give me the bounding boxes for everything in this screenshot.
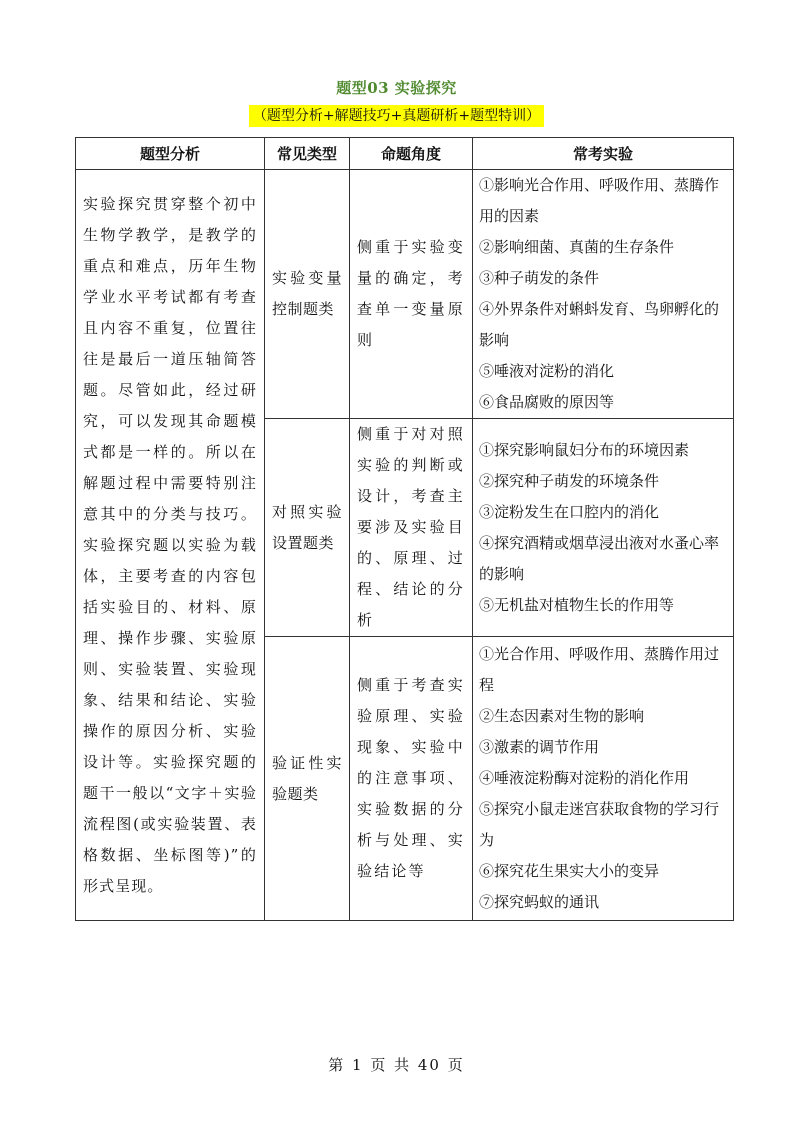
- experiment-list: [473, 435, 733, 621]
- angle-cell: [350, 419, 473, 637]
- header-analysis: 题型分析: [76, 138, 265, 170]
- experiments-cell: [473, 170, 734, 419]
- list-item: ②生态因素对生物的影响: [479, 707, 645, 725]
- list-item: ③淀粉发生在口腔内的消化: [479, 502, 660, 521]
- list-item: ②探究种子萌发的环境条件: [479, 471, 660, 490]
- list-item: ④外界条件对蝌蚪发育、鸟卵孵化的影响: [479, 300, 720, 349]
- list-item: ①影响光合作用、呼吸作用、蒸腾作用的因素: [479, 176, 720, 225]
- page-footer: 第 1 页 共 40 页: [328, 1056, 465, 1074]
- list-item: ①探究影响鼠妇分布的环境因素: [479, 440, 690, 459]
- type-label: 实验变量控制题类: [272, 269, 342, 318]
- list-item: ③种子萌发的条件: [479, 269, 600, 287]
- type-cell: [265, 170, 350, 419]
- angle-text: 侧重于考查实验原理、实验现象、实验中的注意事项、实验数据的分析与处理、实验结论等: [357, 676, 465, 880]
- experiment-list: [473, 639, 733, 918]
- list-item: ④唾液淀粉酶对淀粉的消化作用: [479, 769, 690, 787]
- angle-cell: [350, 170, 473, 419]
- angle-text: 侧重于对对照实验的判断或设计，考查主要涉及实验目的、原理、过程、结论的分析: [357, 425, 465, 629]
- table-header-row: [76, 138, 734, 170]
- angle-cell: [350, 637, 473, 921]
- table-row: [76, 170, 734, 419]
- type-label: 验证性实验题类: [272, 753, 342, 803]
- experiments-cell: [473, 419, 734, 637]
- list-item: ②影响细菌、真菌的生存条件: [479, 238, 675, 256]
- header-common-types: 常见类型: [265, 138, 350, 170]
- question-type-table: [75, 137, 734, 921]
- list-item: ①光合作用、呼吸作用、蒸腾作用过程: [479, 645, 720, 694]
- subtitle-highlight: （题型分析+解题技巧+真题研析+题型特训）: [249, 105, 544, 127]
- header-angle: 命题角度: [350, 138, 473, 170]
- list-item: ⑦探究蚂蚁的通讯: [479, 893, 600, 911]
- list-item: ③激素的调节作用: [479, 738, 600, 756]
- list-item: ④探究酒精或烟草浸出液对水蚤心率的影响: [479, 533, 720, 583]
- list-item: ⑤探究小鼠走迷宫获取食物的学习行为: [479, 800, 720, 849]
- analysis-cell: [76, 170, 265, 921]
- list-item: ⑥探究花生果实大小的变异: [479, 862, 660, 880]
- page-title: 题型03 实验探究: [336, 79, 457, 97]
- subtitle-wrap: [0, 105, 793, 127]
- header-experiments: 常考实验: [473, 138, 734, 170]
- type-cell: [265, 637, 350, 921]
- list-item: ⑤唾液对淀粉的消化: [479, 362, 615, 380]
- angle-text: 侧重于实验变量的确定，考查单一变量原则: [357, 238, 465, 349]
- type-label: 对照实验设置题类: [272, 502, 342, 552]
- type-cell: [265, 419, 350, 637]
- experiments-cell: [473, 637, 734, 921]
- analysis-text: 实验探究贯穿整个初中生物学教学，是教学的重点和难点，历年生物学业水平考试都有考查且内容不重复，位置往往是最后一道压轴简答题。尽管如此，经过研究，可以发现其命题模式都是一样的。所以在解题过程中需要特别注意其中的分类与技巧。实验探究题以实验为载体，主要考查的内容包括实验目的、材料、原理、操作步骤、实验原则、实验装置、实验现象、结果和结论、实验操作的原因分析、实验设计等。实验探究题的题干一般以“文字＋实验流程图(或实验装置、表格数据、坐标图等)”的形式呈现。: [83, 194, 257, 895]
- list-item: ⑤无机盐对植物生长的作用等: [479, 595, 675, 614]
- list-item: ⑥食品腐败的原因等: [479, 393, 615, 411]
- experiment-list: [473, 170, 733, 418]
